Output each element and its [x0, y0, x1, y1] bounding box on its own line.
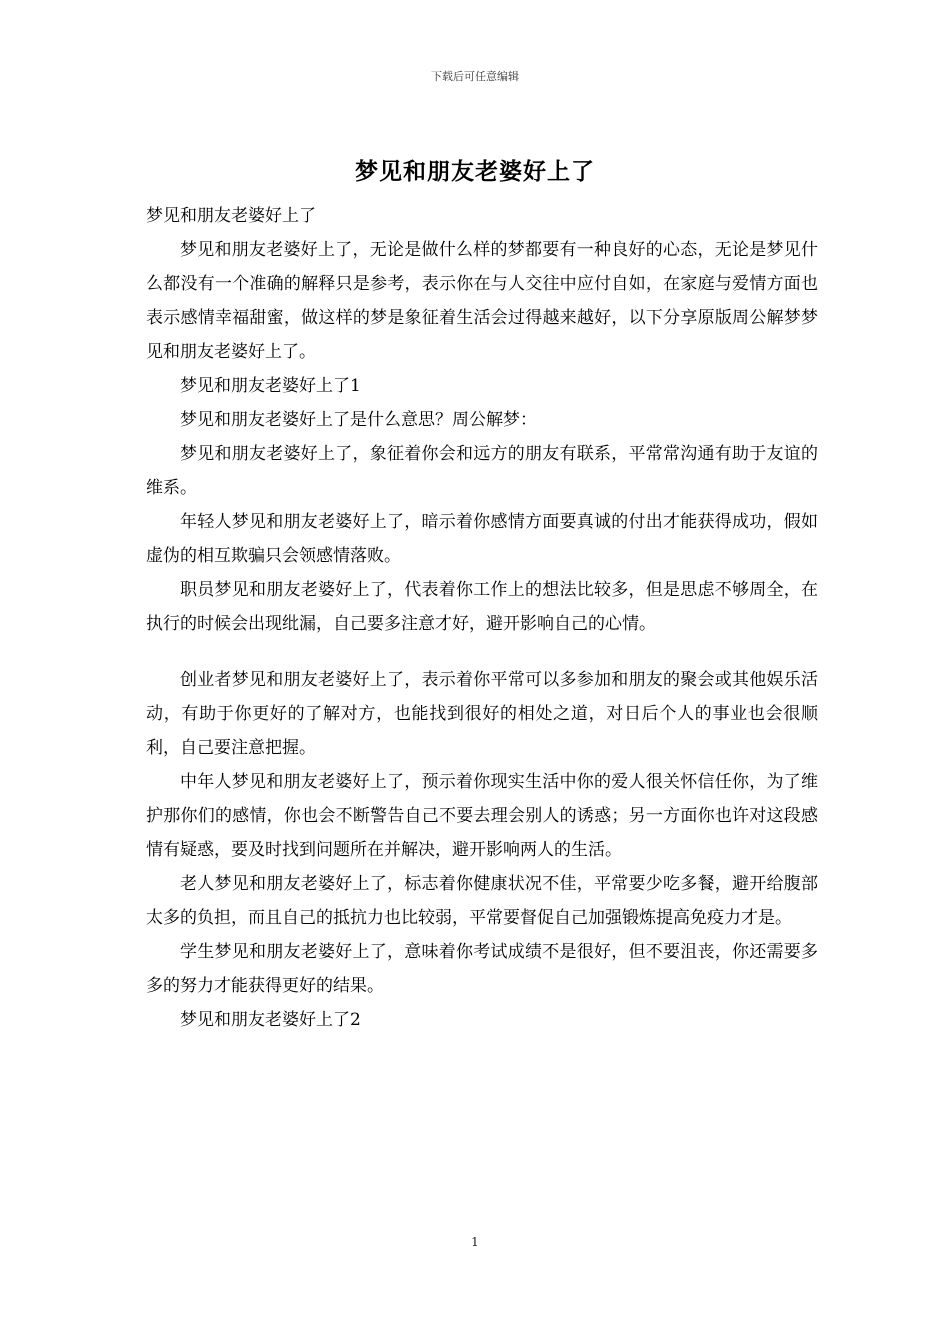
section-heading-2: 梦见和朋友老婆好上了2	[180, 1010, 361, 1030]
question-paragraph: 梦见和朋友老婆好上了是什么意思？周公解梦：	[180, 410, 537, 430]
body-paragraph: 学生梦见和朋友老婆好上了，意味着你考试成绩不是很好，但不要沮丧，你还需要多多的努力才能获得更好的结果。	[146, 942, 818, 996]
document-body	[146, 199, 818, 1037]
body-paragraph: 年轻人梦见和朋友老婆好上了，暗示着你感情方面要真诚的付出才能获得成功，假如虚伪的相互欺骗只会领感情落败。	[146, 512, 818, 566]
body-paragraph: 梦见和朋友老婆好上了，象征着你会和远方的朋友有联系，平常常沟通有助于友谊的维系。	[146, 444, 818, 498]
section-heading-1: 梦见和朋友老婆好上了1	[180, 376, 361, 396]
body-paragraph: 创业者梦见和朋友老婆好上了，表示着你平常可以多参加和朋友的聚会或其他娱乐活动，有助于你更好的了解对方，也能找到很好的相处之道，对日后个人的事业也会很顺利，自己要注意把握。	[146, 670, 818, 758]
document-title: 梦见和朋友老婆好上了	[355, 158, 595, 185]
body-paragraph: 职员梦见和朋友老婆好上了，代表着你工作上的想法比较多，但是思虑不够周全，在执行的时候会出现纰漏，自己要多注意才好，避开影响自己的心情。	[146, 580, 818, 634]
paragraph-gap	[146, 641, 818, 663]
page-number: 1	[471, 1235, 479, 1249]
header-note: 下载后可任意编辑	[431, 70, 519, 83]
intro-paragraph: 梦见和朋友老婆好上了，无论是做什么样的梦都要有一种良好的心态，无论是梦见什么都没有一个准确的解释只是参考，表示你在与人交往中应付自如，在家庭与爱情方面也表示感情幸福甜蜜，做这样的梦是象征着生活会过得越来越好，以下分享原版周公解梦梦见和朋友老婆好上了。	[146, 240, 818, 362]
subtitle-paragraph: 梦见和朋友老婆好上了	[146, 206, 316, 226]
body-paragraph: 老人梦见和朋友老婆好上了，标志着你健康状况不佳，平常要少吃多餐，避开给腹部太多的负担，而且自己的抵抗力也比较弱，平常要督促自己加强锻炼提高免疫力才是。	[146, 874, 818, 928]
body-paragraph: 中年人梦见和朋友老婆好上了，预示着你现实生活中你的爱人很关怀信任你，为了维护那你们的感情，你也会不断警告自己不要去理会别人的诱惑；另一方面你也许对这段感情有疑惑，要及时找到问题所在并解决，避开影响两人的生活。	[146, 772, 818, 860]
